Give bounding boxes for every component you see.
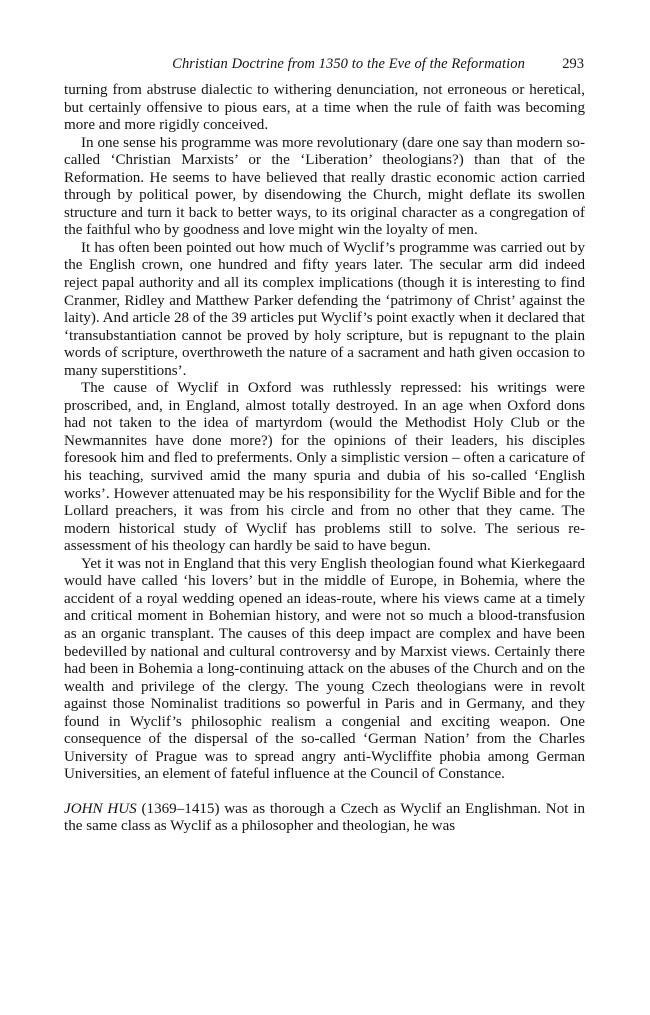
paragraph-english-crown: It has often been pointed out how much of Wyclif’s programme was carried out by the English crown, one hundred and fifty years later. The secular arm did indeed reject papal authority and all its complex implications (though it is interesting to find Cranmer, Ridley and Matthew Parker defending the ‘patrimony of Christ’ against the laity). And article 28 of the 39 articles put Wyclif’s point exactly when it declared that ‘transubstantiation cannot be proved by holy scripture, but is repugnant to the plain words of scripture, overthroweth the nature of a sacrament and hath given occasion to many superstitions’. (64, 239, 585, 379)
body-text (64, 82, 585, 836)
running-title: Christian Doctrine from 1350 to the Eve of the Reformation (172, 56, 525, 72)
running-head (64, 56, 585, 82)
paragraph-john-hus (64, 801, 585, 836)
john-hus-text: (1369–1415) was as thorough a Czech as Wyclif an Englishman. Not in the same class as Wyclif as a philosopher and theologian, he was (64, 800, 585, 835)
paragraph-oxford-repression: The cause of Wyclif in Oxford was ruthlessly repressed: his writings were proscribed, and, in England, almost totally destroyed. In an age when Oxford dons had not taken to the idea of martyrdom (would the Methodist Holy Club or the Newmannites have done more?) for the opinions of their leaders, his disciples foresook him and fled to preferments. Only a simplistic version – often a caricature of his teaching, survived amid the many spuria and dubia of his so-called ‘English works’. However attenuated may be his responsibility for the Wyclif Bible and for the Lollard preachers, it was from his circle and from no other that they came. The modern historical study of Wyclif has problems still to solve. The serious re-assessment of his theology can hardly be said to have begun. (64, 380, 585, 555)
paragraph-revolutionary-programme: In one sense his programme was more revolutionary (dare one say than modern so-called ‘Christian Marxists’ or the ‘Liberation’ theologians?) than that of the Reformation. He seems to have believed that really drastic economic action carried through by political power, by disendowing the Church, might deflate its swollen structure and turn it back to better ways, to its original character as a congregation of the faithful who by goodness and love might win the loyalty of men. (64, 134, 585, 239)
section-heading-john-hus: JOHN HUS (64, 800, 137, 817)
paragraph-continuation: turning from abstruse dialectic to withering denunciation, not erroneous or heretical, but certainly offensive to pious ears, at a time when the rule of faith was becoming more and more rigidly conceived. (64, 82, 585, 134)
paragraph-bohemia: Yet it was not in England that this very English theologian found what Kierkegaard would have called ‘his lovers’ but in the middle of Europe, in Bohemia, where the accident of a royal wedding opened an ideas-route, where his views came at a timely and critical moment in Bohemian history, and were not so much a blood-transfusion as an organic transplant. The causes of this deep impact are complex and have been bedevilled by national and cultural controversy and by Marxist views. Certainly there had been in Bohemia a long-continuing attack on the abuses of the Church and on the wealth and privilege of the clergy. The young Czech theologians were in revolt against those Nominalist traditions so powerful in Paris and in Germany, and they found in Wyclif’s philosophic realism a congenial and exciting weapon. One consequence of the dispersal of the so-called ‘German Nation’ from the Charles University of Prague was to spread angry anti-Wycliffite phobia among German Universities, an element of fateful influence at the Council of Constance. (64, 555, 585, 783)
book-page (64, 56, 585, 836)
page-number: 293 (562, 56, 584, 72)
